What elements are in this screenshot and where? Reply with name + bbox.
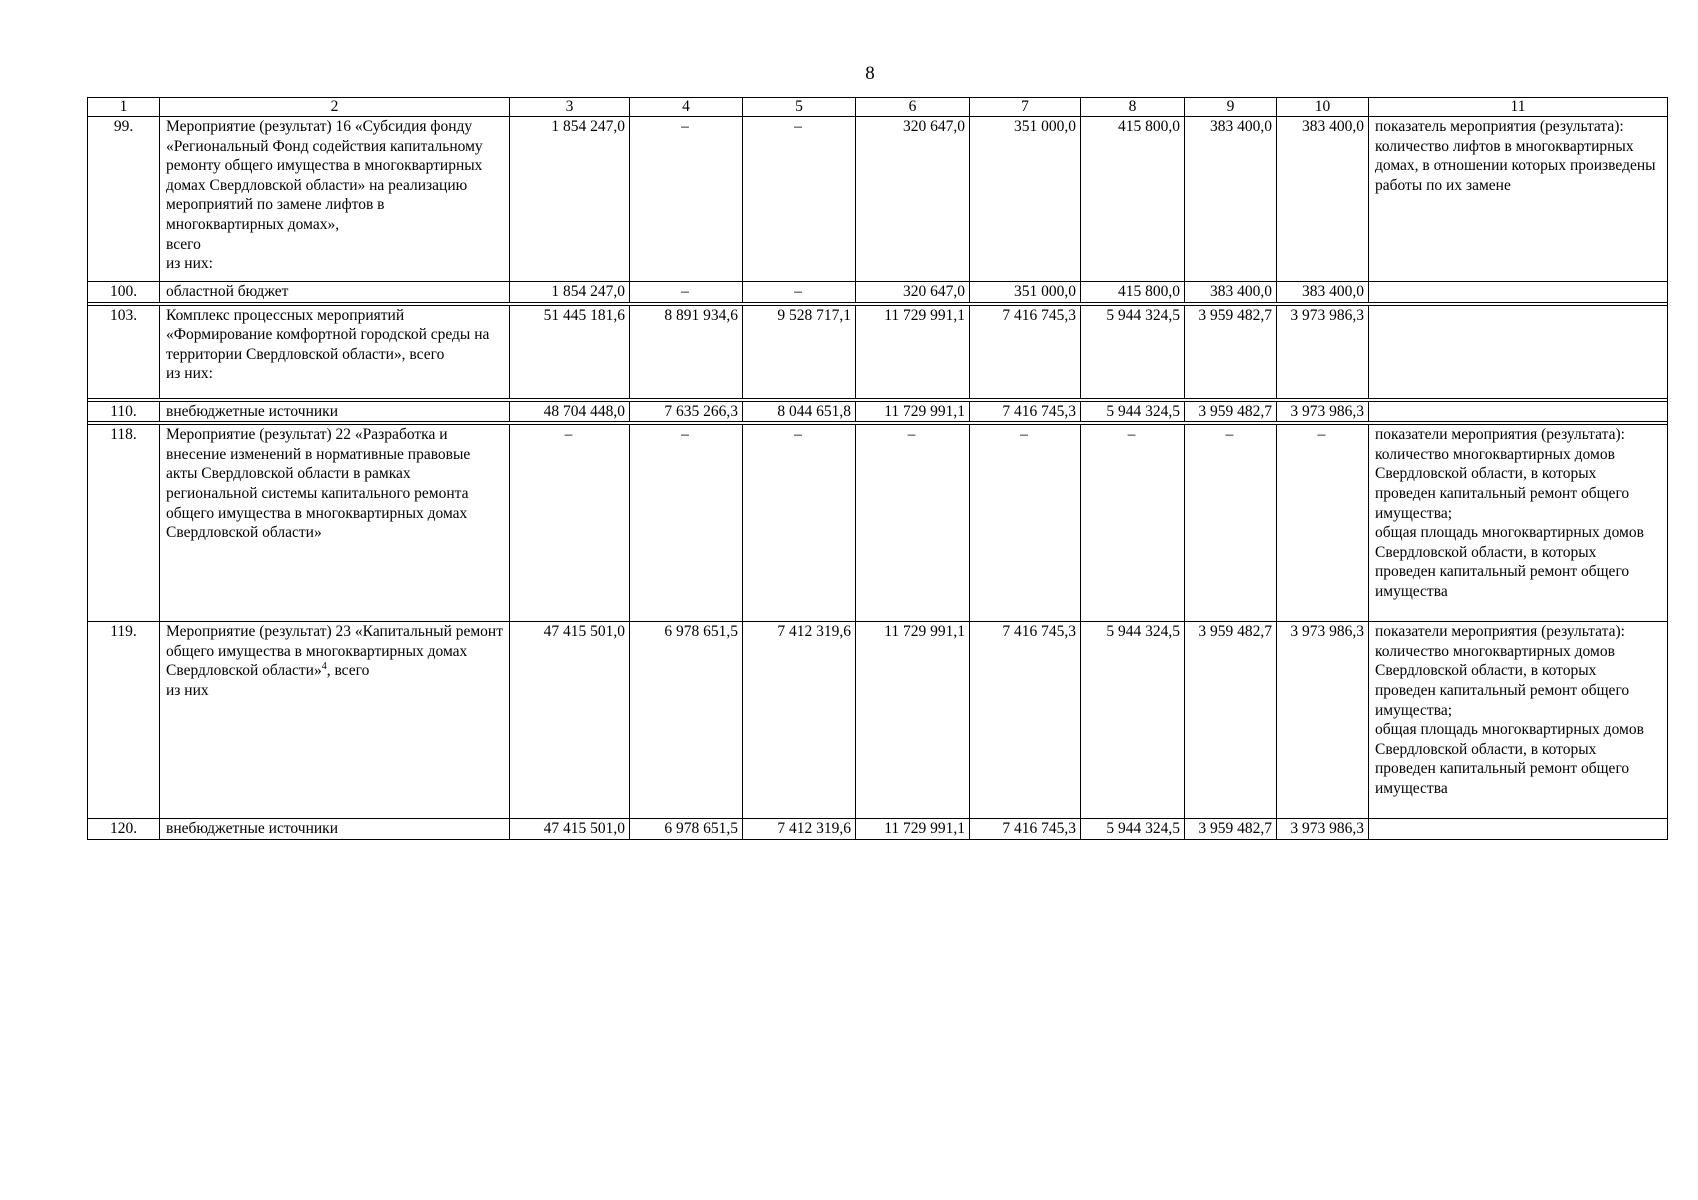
amount-cell: 5 944 324,5 — [1081, 305, 1185, 398]
page-number: 8 — [865, 63, 875, 84]
amount-cell: 6 978 651,5 — [630, 819, 743, 840]
amount-cell: 1 854 247,0 — [510, 282, 630, 303]
header-cell: 4 — [630, 98, 743, 117]
amount-cell: 3 973 986,3 — [1277, 622, 1369, 819]
table-row — [88, 425, 1668, 622]
indicator-cell — [1369, 282, 1668, 303]
table-row — [88, 401, 1668, 422]
amount-cell: 7 416 745,3 — [970, 401, 1081, 422]
row-name: областной бюджет — [160, 282, 510, 303]
amount-cell: 7 635 266,3 — [630, 401, 743, 422]
amount-cell: 8 891 934,6 — [630, 305, 743, 398]
header-cell: 9 — [1185, 98, 1277, 117]
row-number: 103. — [88, 305, 160, 398]
row-name-main: Мероприятие (результат) 23 «Капитальный ремонт общего имущества в многоквартирных домах Свердловской области» — [166, 623, 504, 680]
row-name: Комплекс процессных мероприятий «Формирование комфортной городской среды на территории Свердловской области», всего из них: — [160, 305, 510, 398]
row-name: внебюджетные источники — [160, 401, 510, 422]
amount-cell: 383 400,0 — [1277, 117, 1369, 282]
row-name: внебюджетные источники — [160, 819, 510, 840]
amount-cell: 6 978 651,5 — [630, 622, 743, 819]
amount-cell: 415 800,0 — [1081, 117, 1185, 282]
amount-cell: – — [1277, 425, 1369, 622]
row-number: 100. — [88, 282, 160, 303]
indicator-cell — [1369, 401, 1668, 422]
amount-cell: 351 000,0 — [970, 282, 1081, 303]
table-row — [88, 117, 1668, 282]
row-name: Мероприятие (результат) 16 «Субсидия фонду «Региональный Фонд содействия капитальному ремонту общего имущества в многоквартирных домах Свердловской области» на реализацию мероприятий по замене лифтов в многоквартирных домах», всего из них: — [160, 117, 510, 282]
row-name — [160, 622, 510, 819]
amount-cell: 383 400,0 — [1277, 282, 1369, 303]
header-cell: 8 — [1081, 98, 1185, 117]
table-row — [88, 622, 1668, 819]
amount-cell: 320 647,0 — [856, 282, 970, 303]
amount-cell: 1 854 247,0 — [510, 117, 630, 282]
amount-cell: 11 729 991,1 — [856, 622, 970, 819]
row-number: 118. — [88, 425, 160, 622]
amount-cell: 7 416 745,3 — [970, 622, 1081, 819]
budget-table — [87, 97, 1668, 840]
amount-cell: 3 973 986,3 — [1277, 401, 1369, 422]
amount-cell: 7 412 319,6 — [743, 622, 856, 819]
header-cell: 7 — [970, 98, 1081, 117]
amount-cell: 3 959 482,7 — [1185, 622, 1277, 819]
amount-cell: 47 415 501,0 — [510, 622, 630, 819]
amount-cell: – — [630, 282, 743, 303]
amount-cell: 320 647,0 — [856, 117, 970, 282]
header-cell: 5 — [743, 98, 856, 117]
amount-cell: 7 416 745,3 — [970, 305, 1081, 398]
table-row — [88, 305, 1668, 398]
amount-cell: 5 944 324,5 — [1081, 622, 1185, 819]
row-number: 119. — [88, 622, 160, 819]
table-row — [88, 282, 1668, 303]
amount-cell: 3 973 986,3 — [1277, 305, 1369, 398]
row-name-tail: , всего из них — [166, 662, 370, 699]
indicator-cell — [1369, 819, 1668, 840]
amount-cell: 9 528 717,1 — [743, 305, 856, 398]
amount-cell: 11 729 991,1 — [856, 819, 970, 840]
amount-cell: – — [1185, 425, 1277, 622]
amount-cell: – — [743, 425, 856, 622]
header-cell: 3 — [510, 98, 630, 117]
amount-cell: – — [856, 425, 970, 622]
amount-cell: 51 445 181,6 — [510, 305, 630, 398]
header-cell: 1 — [88, 98, 160, 117]
amount-cell: 383 400,0 — [1185, 117, 1277, 282]
amount-cell: 47 415 501,0 — [510, 819, 630, 840]
amount-cell: 3 973 986,3 — [1277, 819, 1369, 840]
footnote-mark: 4 — [321, 661, 327, 673]
amount-cell: 48 704 448,0 — [510, 401, 630, 422]
amount-cell: 3 959 482,7 — [1185, 819, 1277, 840]
amount-cell: 8 044 651,8 — [743, 401, 856, 422]
amount-cell: – — [630, 425, 743, 622]
amount-cell: 415 800,0 — [1081, 282, 1185, 303]
amount-cell: 11 729 991,1 — [856, 401, 970, 422]
amount-cell: 351 000,0 — [970, 117, 1081, 282]
amount-cell: 5 944 324,5 — [1081, 401, 1185, 422]
header-cell: 6 — [856, 98, 970, 117]
amount-cell: – — [630, 117, 743, 282]
header-cell: 11 — [1369, 98, 1668, 117]
indicator-cell: показатель мероприятия (результата): количество лифтов в многоквартирных домах, в отношении которых произведены работы по их замене — [1369, 117, 1668, 282]
amount-cell: – — [743, 117, 856, 282]
header-cell: 2 — [160, 98, 510, 117]
indicator-cell: показатели мероприятия (результата): количество многоквартирных домов Свердловской области, в которых проведен капитальный ремонт общего имущества; общая площадь многоквартирных домов Свердловской области, в которых проведен капитальный ремонт общего имущества — [1369, 622, 1668, 819]
header-cell: 10 — [1277, 98, 1369, 117]
row-number: 110. — [88, 401, 160, 422]
amount-cell: – — [970, 425, 1081, 622]
indicator-cell — [1369, 305, 1668, 398]
amount-cell: 5 944 324,5 — [1081, 819, 1185, 840]
column-number-header — [88, 98, 1668, 117]
amount-cell: 3 959 482,7 — [1185, 305, 1277, 398]
amount-cell: – — [743, 282, 856, 303]
indicator-cell: показатели мероприятия (результата): количество многоквартирных домов Свердловской области, в которых проведен капитальный ремонт общего имущества; общая площадь многоквартирных домов Свердловской области, в которых проведен капитальный ремонт общего имущества — [1369, 425, 1668, 622]
amount-cell: 11 729 991,1 — [856, 305, 970, 398]
amount-cell: 3 959 482,7 — [1185, 401, 1277, 422]
row-name: Мероприятие (результат) 22 «Разработка и внесение изменений в нормативные правовые акты Свердловской области в рамках региональной системы капитального ремонта общего имущества в многоквартирных домах Свердловской области» — [160, 425, 510, 622]
amount-cell: 7 416 745,3 — [970, 819, 1081, 840]
amount-cell: 383 400,0 — [1185, 282, 1277, 303]
table-body — [88, 98, 1668, 840]
amount-cell: – — [1081, 425, 1185, 622]
table-row — [88, 819, 1668, 840]
row-number: 120. — [88, 819, 160, 840]
amount-cell: 7 412 319,6 — [743, 819, 856, 840]
row-number: 99. — [88, 117, 160, 282]
amount-cell: – — [510, 425, 630, 622]
